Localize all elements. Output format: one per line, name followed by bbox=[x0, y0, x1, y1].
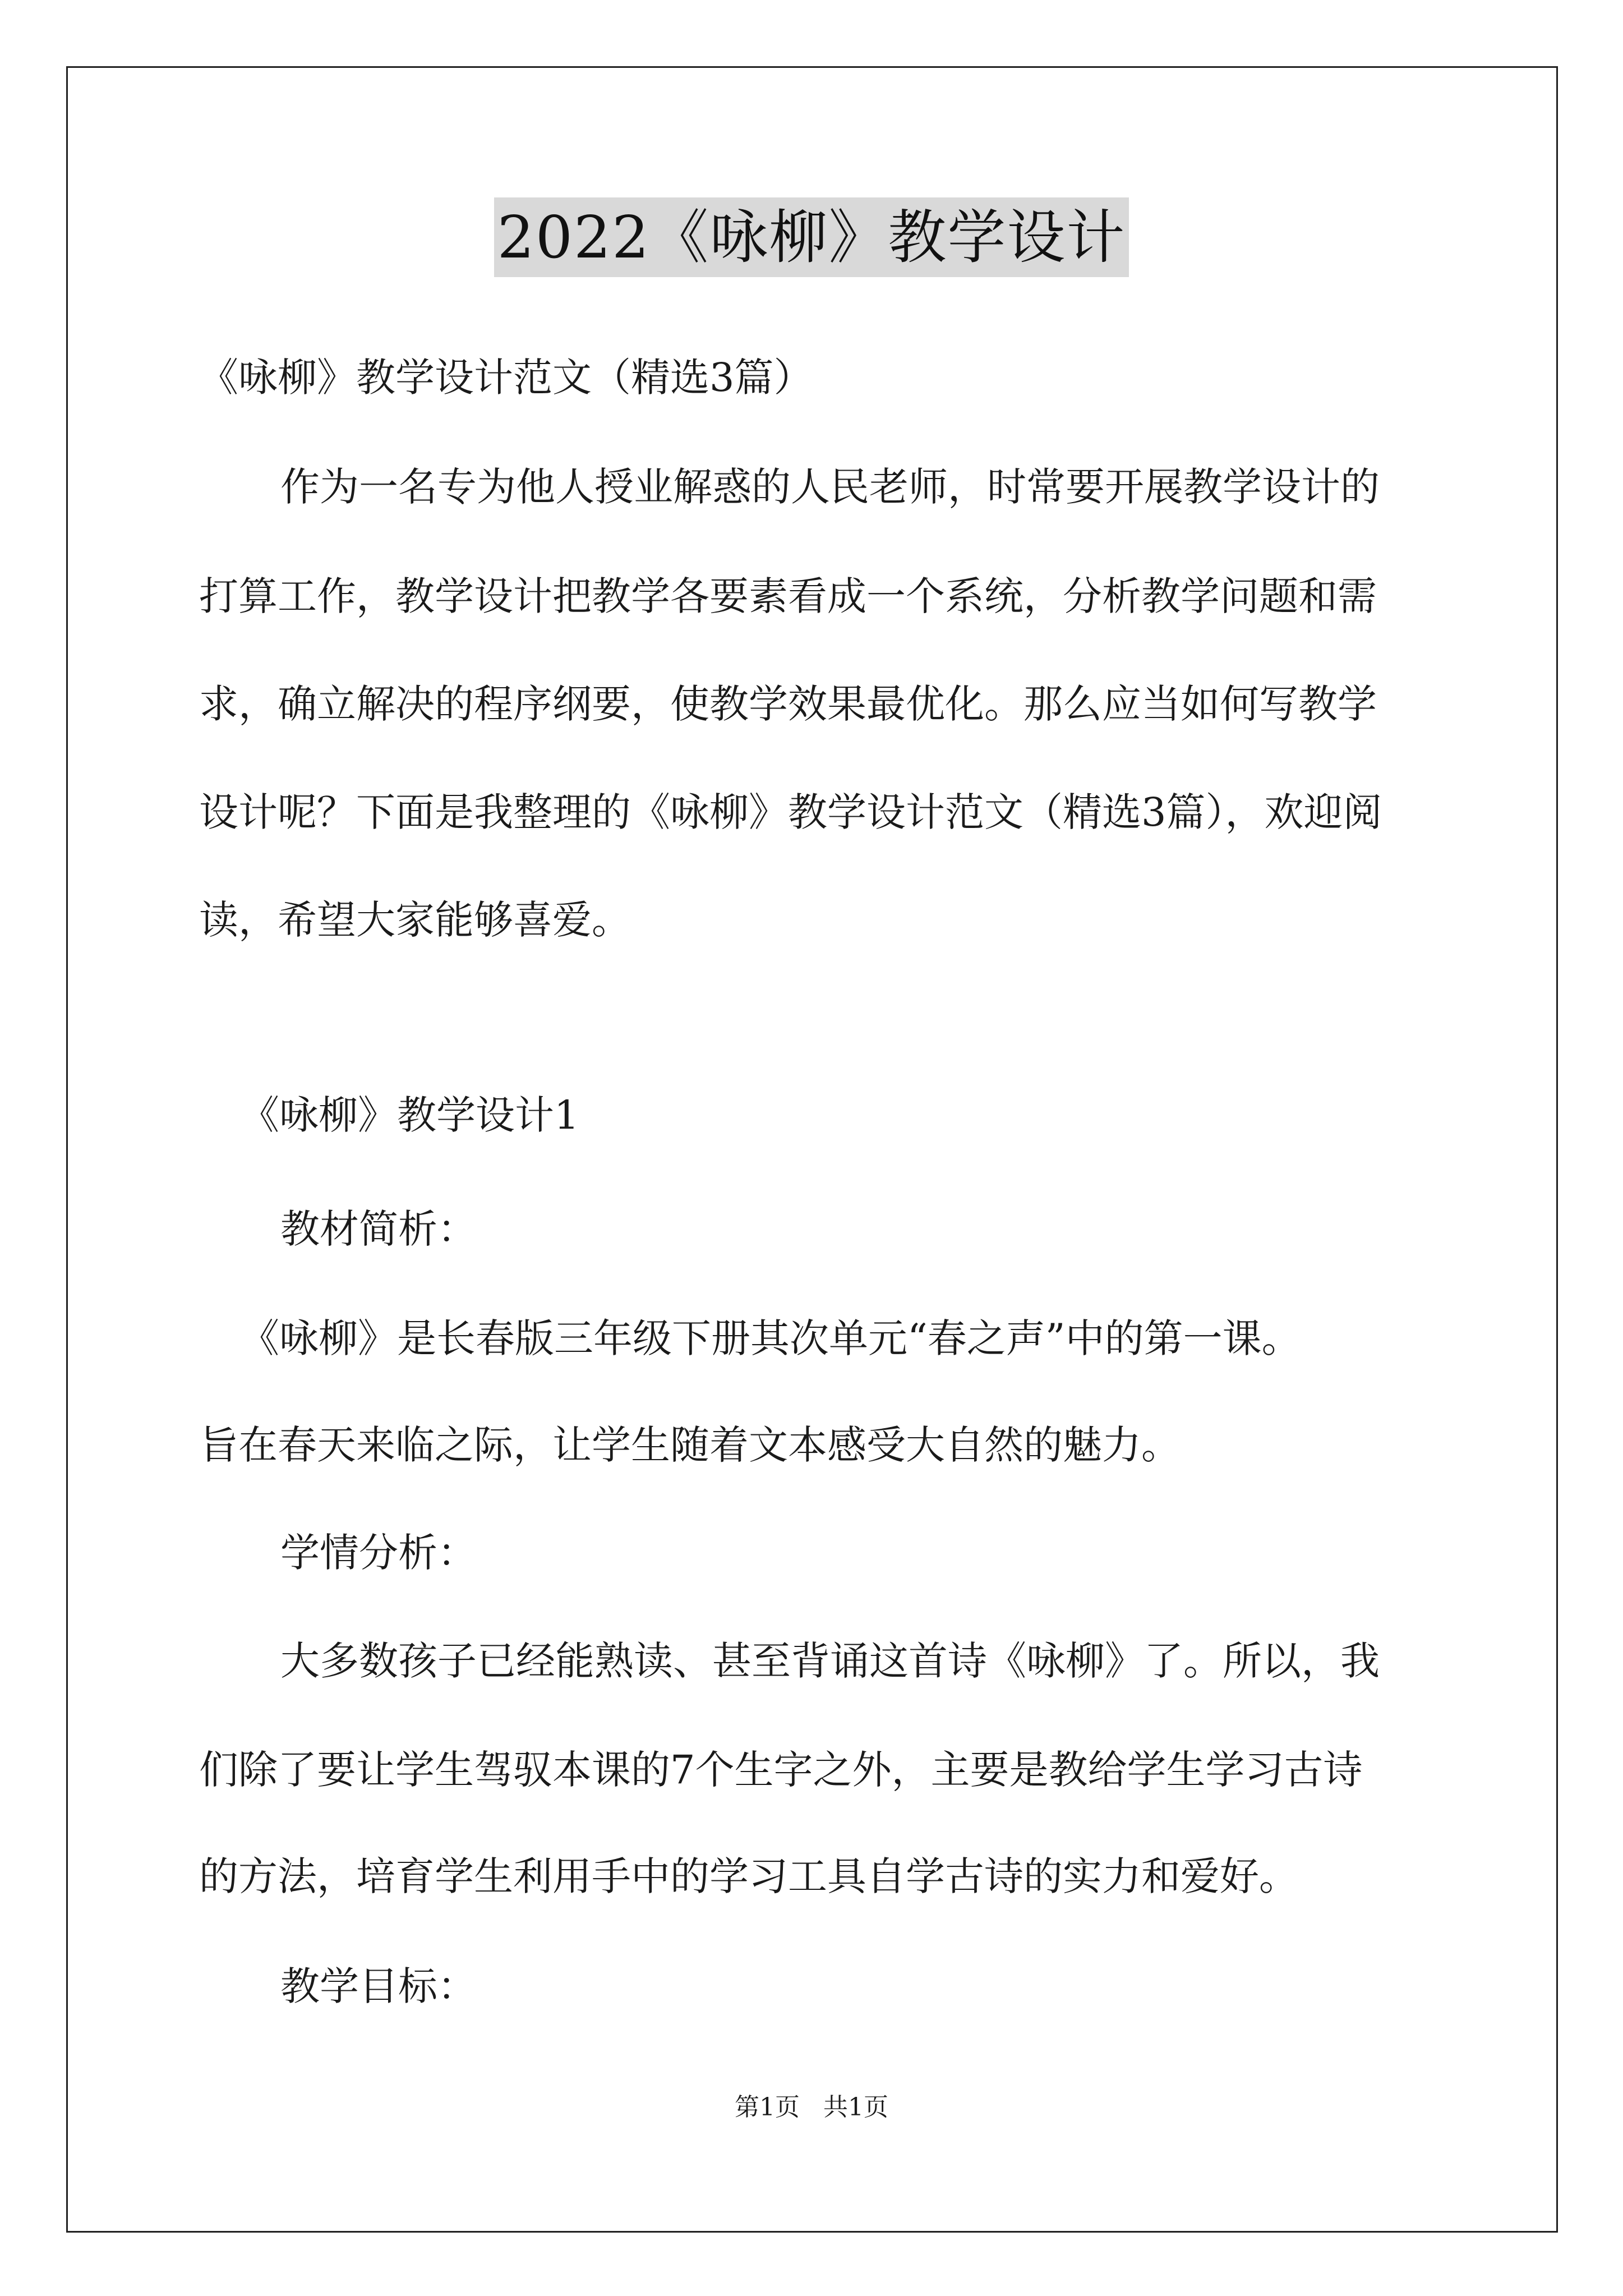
intro-line-3: 求，确立解决的程序纲要，使教学效果最优化。那么应当如何写教学 bbox=[199, 681, 1377, 727]
intro-line-5: 读，希望大家能够喜爱。 bbox=[199, 897, 631, 943]
document-title: 2022《咏柳》教学设计 bbox=[494, 197, 1129, 277]
intro-line-4: 设计呢？下面是我整理的《咏柳》教学设计范文（精选3篇），欢迎阅 bbox=[199, 789, 1382, 835]
heading-material: 教材简析： bbox=[280, 1206, 477, 1252]
subtitle: 《咏柳》教学设计范文（精选3篇） bbox=[199, 355, 813, 401]
analysis-line-2: 们除了要让学生驾驭本课的7个生字之外，主要是教给学生学习古诗 bbox=[199, 1747, 1363, 1793]
material-line-2: 旨在春天来临之际，让学生随着文本感受大自然的魅力。 bbox=[199, 1422, 1181, 1468]
section-heading: 《咏柳》教学设计1 bbox=[240, 1092, 579, 1138]
intro-line-2: 打算工作，教学设计把教学各要素看成一个系统，分析教学问题和需 bbox=[199, 573, 1377, 619]
title-wrap bbox=[0, 197, 1623, 277]
heading-analysis: 学情分析： bbox=[280, 1530, 477, 1576]
analysis-line-1: 大多数孩子已经能熟读、甚至背诵这首诗《咏柳》了。所以，我 bbox=[280, 1638, 1380, 1684]
intro-line-1: 作为一名专为他人授业解惑的人民老师，时常要开展教学设计的 bbox=[280, 464, 1380, 510]
heading-goals: 教学目标： bbox=[280, 1963, 477, 2009]
material-line-1: 《咏柳》是长春版三年级下册其次单元“春之声”中的第一课。 bbox=[240, 1315, 1301, 1361]
page-footer: 第1页 共1页 bbox=[735, 2093, 888, 2122]
analysis-line-3: 的方法，培育学生利用手中的学习工具自学古诗的实力和爱好。 bbox=[199, 1853, 1298, 1899]
